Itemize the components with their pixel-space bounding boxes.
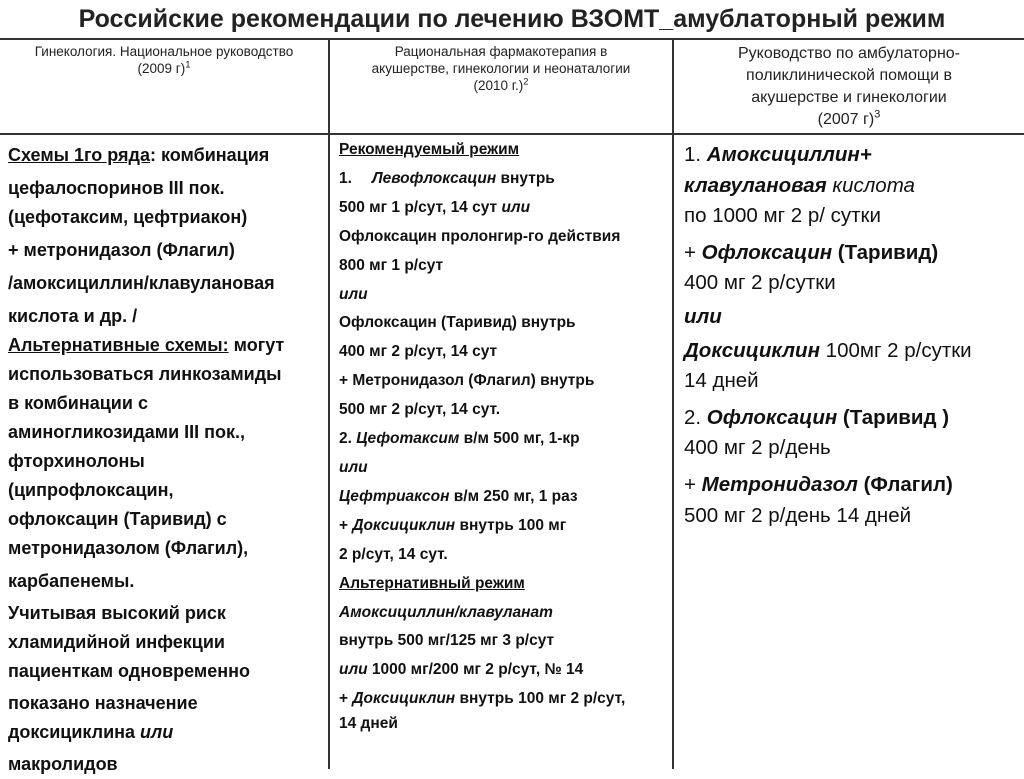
text-line: Схемы 1го ряда: комбинация — [8, 145, 270, 165]
text-line: 500 мг 2 р/сут, 14 сут. — [339, 401, 501, 419]
header-line: (2007 г)$^3$ — [817, 108, 881, 128]
header-line: поликлинической помощи в — [746, 67, 952, 84]
text-line: макролидов — [8, 754, 118, 774]
header-source-1 — [0, 40, 328, 133]
text-line: 400 мг 2 р/сутки — [684, 271, 836, 295]
text-line: + метронидазол (Флагил) — [8, 240, 235, 260]
text-line: аминогликозидами III пок., — [8, 422, 246, 442]
text-line: клавулановая кислота — [684, 173, 915, 197]
text-line: показано назначение — [8, 693, 198, 713]
text-line: или — [339, 285, 368, 303]
text-line: фторхинолоны — [8, 451, 145, 471]
text-line: 2. Офлоксацин (Таривид ) — [684, 405, 950, 429]
text-line: офлоксацин (Таривид) с — [8, 509, 227, 529]
text-line: (ципрофлоксацин, — [8, 480, 174, 500]
text-line: Офлоксацин пролонгир-го действия — [339, 227, 621, 245]
text-line: пациенткам одновременно — [8, 661, 250, 681]
text-line: в комбинации с — [8, 393, 148, 413]
header-line: (2009 г)$^1$ — [137, 59, 191, 76]
text-line: 400 мг 2 р/день — [684, 436, 831, 460]
text-line: 1. Левофлоксацин внутрь — [339, 169, 555, 187]
text-line: 14 дней — [339, 715, 398, 733]
text-line: Доксициклин 100мг 2 р/сутки — [684, 338, 972, 362]
text-line: /амоксициллин/клавулановая — [8, 273, 275, 293]
header-line: акушерстве, гинекологии и неонаталогии — [371, 61, 631, 76]
text-line: или — [684, 304, 722, 328]
header-source-2 — [330, 40, 672, 133]
text-line: + Офлоксацин (Таривид) — [684, 240, 939, 264]
text-line: доксициклина или — [8, 722, 174, 742]
text-line: карбапенемы. — [8, 571, 135, 591]
header-line: Гинекология. Национальное руководство — [34, 44, 294, 59]
header-source-3 — [674, 40, 1024, 133]
text-line: 500 мг 2 р/день 14 дней — [684, 503, 912, 527]
text-line: или — [339, 458, 368, 476]
column-outpatient-guide — [684, 136, 1024, 531]
text-line: + Метронидазол (Флагил) внутрь — [339, 372, 595, 390]
text-line: Офлоксацин (Таривид) внутрь — [339, 314, 576, 332]
text-line: внутрь 500 мг/125 мг 3 р/сут — [339, 632, 555, 650]
text-line: Альтернативные схемы: могут — [8, 335, 285, 355]
header-line: акушерстве и гинекологии — [751, 89, 947, 106]
section-heading: Рекомендуемый режим — [339, 141, 520, 158]
header-line: (2010 г.)$^2$ — [473, 76, 529, 93]
text-line: цефалоспоринов III пок. — [8, 178, 225, 198]
text-line: кислота и др. / — [8, 306, 138, 326]
header-line: Руководство по амбулаторно- — [737, 45, 961, 62]
text-line: 400 мг 2 р/сут, 14 сут — [339, 343, 498, 361]
text-line: Цефтриаксон в/м 250 мг, 1 раз — [339, 487, 578, 505]
text-line: 1. Амоксициллин+ — [684, 143, 872, 166]
section-heading: Альтернативный режим — [339, 574, 525, 592]
text-line: Учитывая высокий риск — [8, 603, 226, 623]
recommendations-table — [0, 38, 1024, 774]
column-pharmacotherapy — [339, 136, 673, 739]
text-line: или 1000 мг/200 мг 2 р/сут, № 14 — [339, 661, 584, 679]
text-line: хламидийной инфекции — [8, 632, 225, 652]
text-line: + Доксициклин внутрь 100 мг 2 р/сут, — [339, 690, 626, 708]
text-line: Амоксициллин/клавуланат — [339, 603, 553, 621]
text-line: 800 мг 1 р/сут — [339, 256, 444, 274]
text-line: по 1000 мг 2 р/ сутки — [684, 204, 881, 228]
text-line: 2. Цефотаксим в/м 500 мг, 1-кр — [339, 430, 580, 448]
text-line: (цефотаксим, цефтриакон) — [8, 207, 248, 227]
text-line: использоваться линкозамиды — [8, 364, 282, 384]
text-line: 14 дней — [684, 369, 759, 393]
text-line: + Доксициклин внутрь 100 мг — [339, 516, 567, 534]
text-line: метронидазолом (Флагил), — [8, 538, 249, 558]
column-national-guide — [8, 136, 330, 779]
header-divider — [0, 133, 1024, 135]
text-line: + Метронидазол (Флагил) — [684, 472, 953, 496]
header-line: Рациональная фармакотерапия в — [394, 44, 608, 59]
text-line: 2 р/сут, 14 сут. — [339, 545, 448, 563]
page-title: Российские рекомендации по лечению ВЗОМТ_амублаторный режим — [78, 5, 946, 33]
text-line: 500 мг 1 р/сут, 14 сут или — [339, 198, 531, 216]
